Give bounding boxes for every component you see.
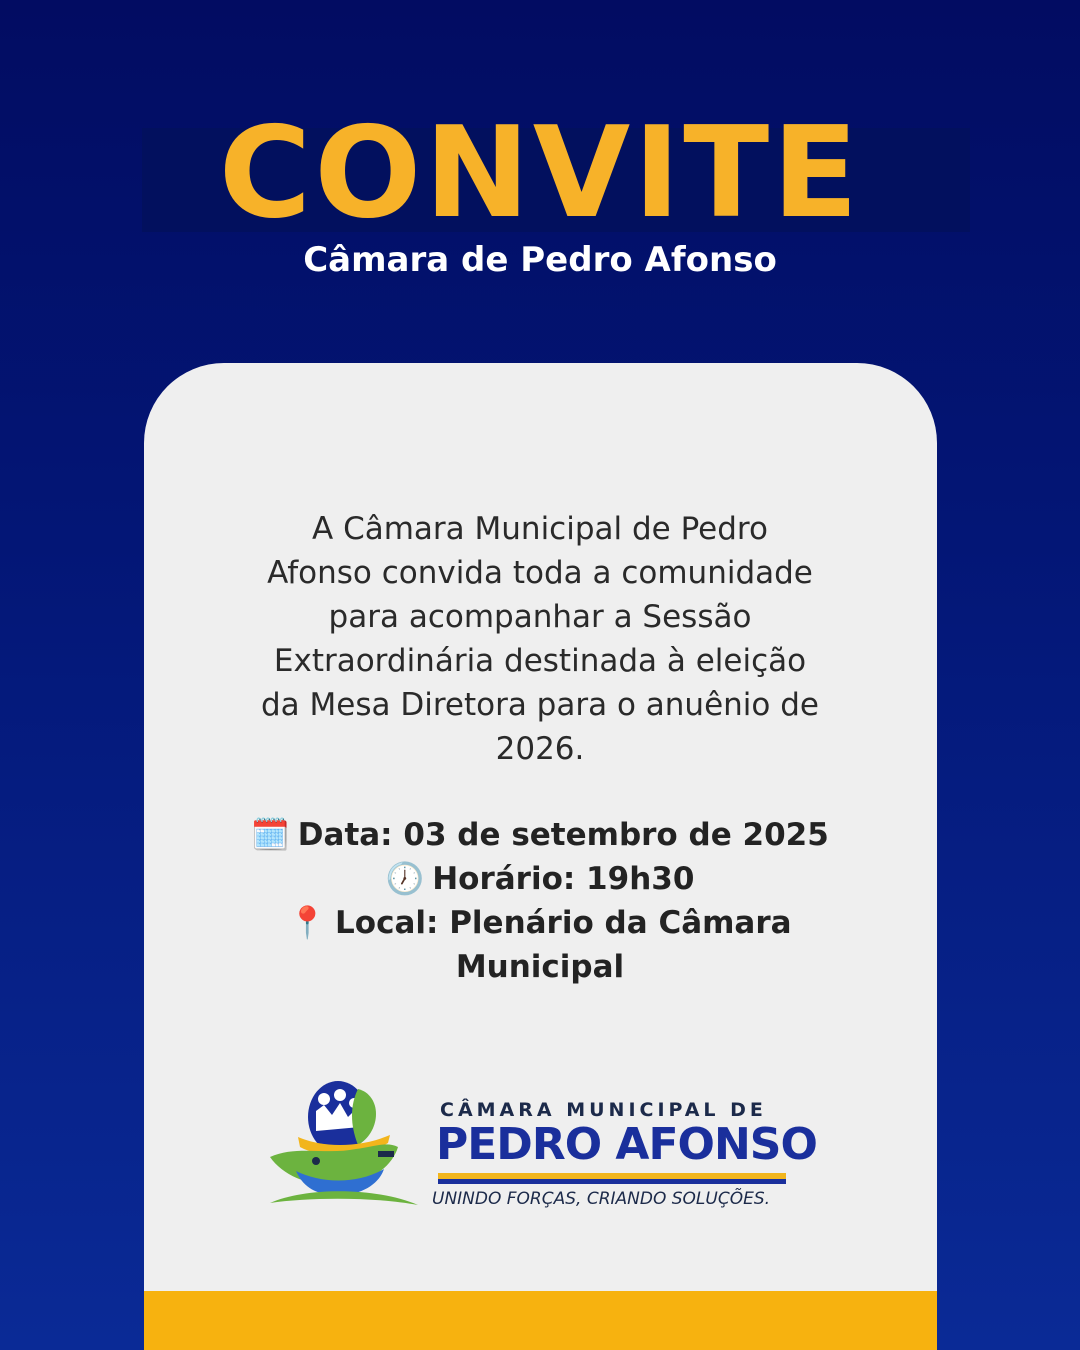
- event-date-text: Data: 03 de setembro de 2025: [297, 817, 829, 853]
- invitation-card: [144, 363, 937, 1350]
- event-time: [184, 857, 896, 901]
- page-subtitle: Câmara de Pedro Afonso: [303, 240, 777, 280]
- bottom-accent-bar: [144, 1291, 937, 1350]
- invitation-text-line: Afonso convida toda a comunidade: [267, 555, 813, 591]
- event-place-continued: Municipal: [455, 949, 625, 985]
- logo-name-text: PEDRO AFONSO: [436, 1119, 817, 1170]
- invitation-text-line: para acompanhar a Sessão: [328, 599, 752, 635]
- event-details: [184, 813, 896, 989]
- invitation-text-line: Extraordinária destinada à eleição: [273, 643, 807, 679]
- page-title: CONVITE: [218, 99, 862, 246]
- event-place-text: Local: Plenário da Câmara: [335, 905, 792, 941]
- invitation-text-line: 2026.: [495, 731, 585, 767]
- camara-logo: [266, 1075, 817, 1221]
- logo-blue-stripe: [438, 1179, 786, 1184]
- event-place: [184, 901, 896, 945]
- event-time-text: Horário: 19h30: [432, 861, 695, 897]
- clock-icon: 🕖: [385, 861, 425, 897]
- pin-icon: 📍: [288, 905, 328, 941]
- invitation-text-line: A Câmara Municipal de Pedro: [312, 511, 768, 547]
- invitation-text: [200, 507, 880, 771]
- municipal-emblem-icon: [266, 1075, 426, 1221]
- logo-slogan: UNINDO FORÇAS, CRIANDO SOLUÇÕES.: [432, 1189, 771, 1209]
- invitation-text-line: da Mesa Diretora para o anuênio de: [261, 687, 819, 723]
- calendar-icon: 🗓️: [251, 817, 290, 853]
- logo-header-text: CÂMARA MUNICIPAL DE: [440, 1099, 767, 1121]
- event-date: [184, 813, 896, 857]
